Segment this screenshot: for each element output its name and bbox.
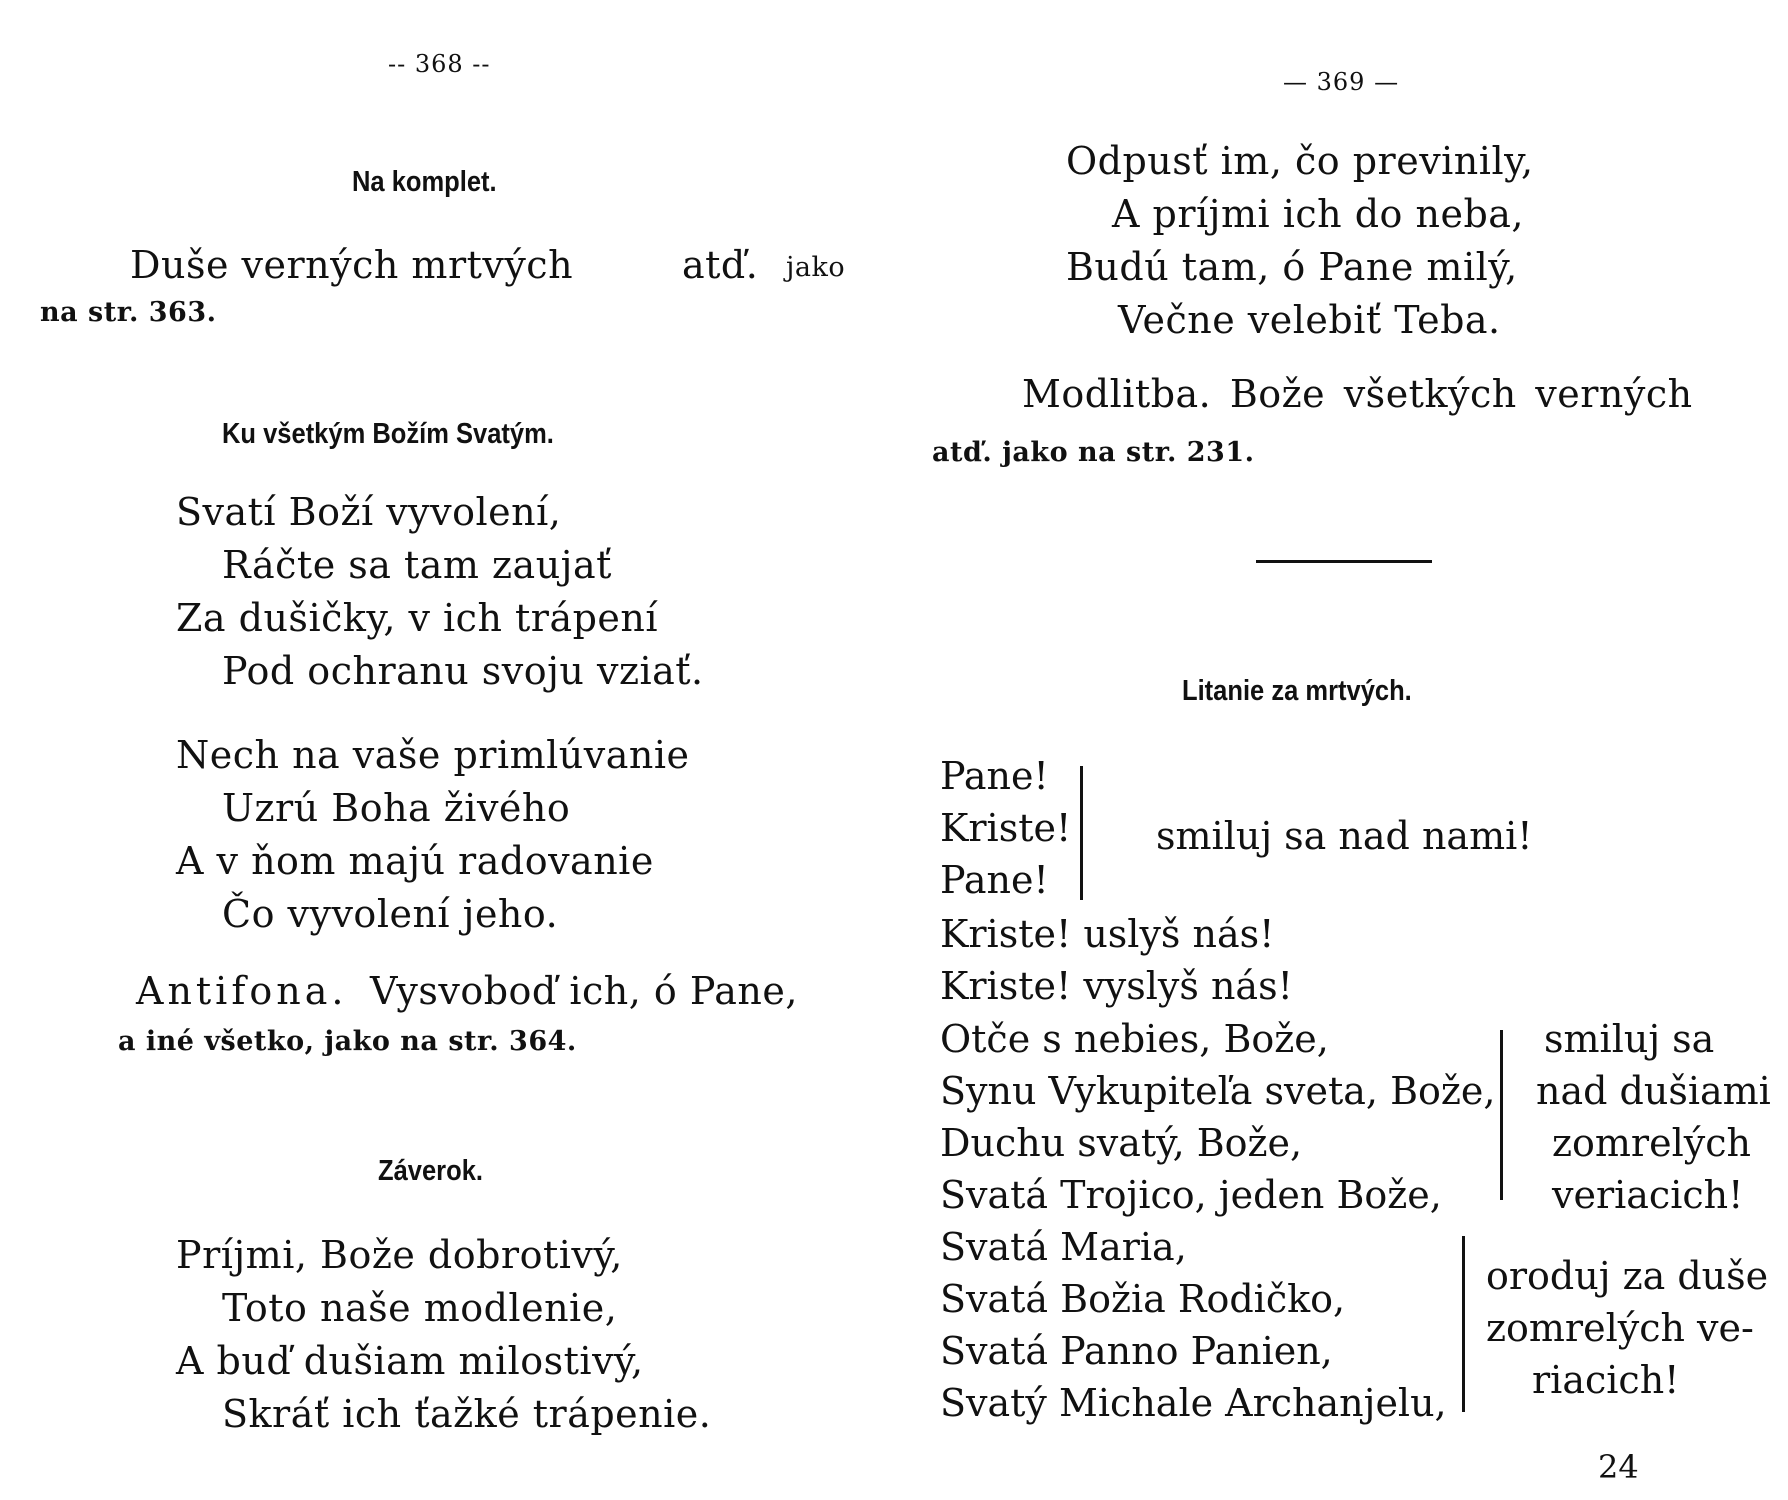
litany-line: Synu Vykupiteľa sveta, Bože,	[940, 1069, 1496, 1113]
heading-svatym: Ku všetkým Božím Svatým.	[222, 418, 554, 450]
antifona-text: Vysvoboď ich, ó Pane,	[370, 969, 798, 1013]
litany-line: Pane!	[940, 858, 1049, 902]
section-divider	[1256, 560, 1432, 563]
antifona-label: Antifona.	[136, 969, 348, 1013]
litany-line: Svatý Michale Archanjelu,	[940, 1381, 1447, 1425]
litany-line: Svatá Božia Rodičko,	[940, 1277, 1346, 1321]
litany-response-2: veriacich!	[1552, 1173, 1744, 1217]
litany-brace-2	[1500, 1030, 1503, 1200]
litany-line: Otče s nebies, Bože,	[940, 1017, 1329, 1061]
verse-line: Toto naše modlenie,	[222, 1286, 618, 1330]
heading-na-komplet: Na komplet.	[352, 166, 497, 198]
page-number-right: — 369 —	[1283, 68, 1400, 96]
modlitba-line1: Modlitba. Bože všetkých verných	[1022, 372, 1693, 416]
litany-line: Pane!	[940, 754, 1049, 798]
litany-response-3: oroduj za duše	[1486, 1254, 1769, 1298]
komplet-line1: Duše verných mrtvých	[130, 243, 574, 287]
verse-line: Skráť ich ťažké trápenie.	[222, 1392, 712, 1436]
verse-line: Ráčte sa tam zaujať	[222, 543, 612, 587]
verse-line: A príjmi ich do neba,	[1112, 192, 1525, 236]
verse-line: Čo vyvolení jeho.	[222, 892, 559, 936]
verse-line: Pod ochranu svoju vziať.	[222, 649, 704, 693]
heading-litanie: Litanie za mrtvých.	[1182, 675, 1412, 707]
verse-line: Budú tam, ó Pane milý,	[1066, 245, 1518, 289]
verse-line: A buď dušiam milostivý,	[176, 1339, 644, 1383]
litany-response-3: riacich!	[1532, 1358, 1680, 1402]
litany-line: Kriste! uslyš nás!	[940, 912, 1275, 956]
litany-brace-1	[1080, 766, 1083, 900]
litany-response-1: smiluj sa nad nami!	[1156, 814, 1533, 858]
litany-line: Svatá Panno Panien,	[940, 1329, 1333, 1373]
litany-response-2: nad dušiami	[1536, 1069, 1771, 1113]
verse-line: Odpusť im, čo previnily,	[1066, 139, 1534, 183]
antifona-line2: a iné všetko, jako na str. 364.	[118, 1026, 577, 1057]
verse-line: Svatí Boží vyvolení,	[176, 490, 562, 534]
litany-response-2: zomrelých	[1552, 1121, 1751, 1165]
verse-line: Za dušičky, v ich trápení	[176, 596, 659, 640]
litany-line: Svatá Trojico, jeden Bože,	[940, 1173, 1442, 1217]
signature-mark: 24	[1598, 1448, 1639, 1486]
litany-line: Kriste!	[940, 806, 1072, 850]
litany-line: Kriste! vyslyš nás!	[940, 964, 1293, 1008]
page-number-left: -- 368 --	[388, 50, 491, 78]
komplet-ref: na str. 363.	[40, 297, 217, 328]
verse-line: Večne velebiť Teba.	[1118, 298, 1501, 342]
heading-zaverok: Záverok.	[378, 1155, 483, 1187]
verse-line: Nech na vaše primlúvanie	[176, 733, 690, 777]
komplet-tail: jako	[786, 252, 846, 283]
komplet-etc: atď.	[682, 243, 759, 287]
verse-line: A v ňom majú radovanie	[176, 839, 654, 883]
litany-line: Duchu svatý, Bože,	[940, 1121, 1303, 1165]
verse-line: Príjmi, Bože dobrotivý,	[176, 1233, 623, 1277]
litany-line: Svatá Maria,	[940, 1225, 1187, 1269]
modlitba-line2: atď. jako na str. 231.	[932, 437, 1255, 468]
litany-response-2: smiluj sa	[1544, 1017, 1715, 1061]
litany-response-3: zomrelých ve-	[1486, 1306, 1754, 1350]
litany-brace-3	[1462, 1236, 1465, 1412]
verse-line: Uzrú Boha živého	[222, 786, 571, 830]
